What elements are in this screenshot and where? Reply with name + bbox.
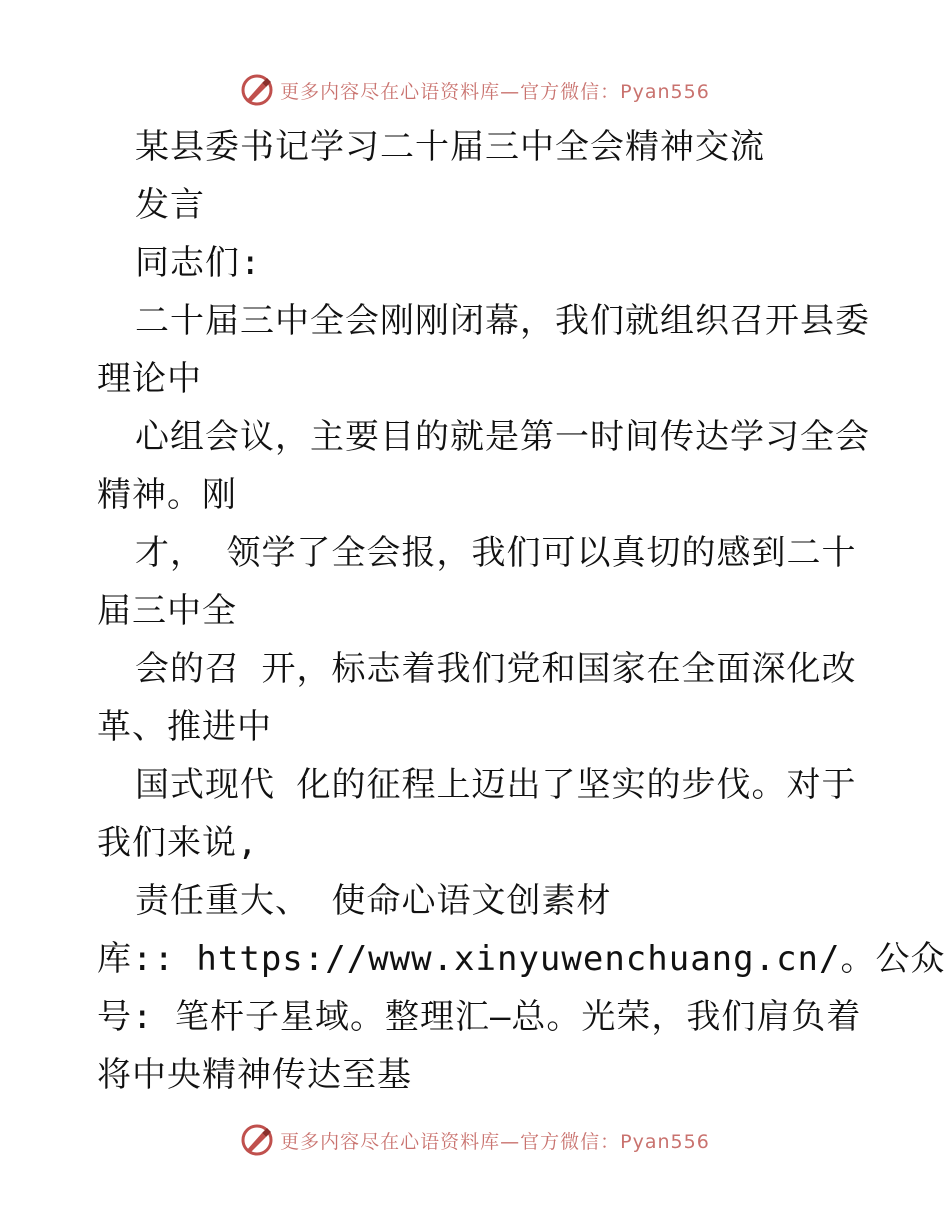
watermark-text: 更多内容尽在心语资料库—官方微信：Pyan556 [280, 80, 710, 103]
document-line: 才， 领学了全会报，我们可以真切的感到二十 [135, 533, 857, 573]
document-line: 届三中全 [97, 591, 237, 631]
document-line: 二十届三中全会刚刚闭幕，我们就组织召开县委 [135, 301, 870, 341]
document-line: 库:: https://www.xinyuwenchuang.cn/。公众 [97, 939, 946, 979]
document-line: 发言 [135, 185, 205, 225]
document-line: 心组会议，主要目的就是第一时间传达学习全会 [135, 417, 870, 457]
document-body [97, 118, 946, 1104]
document-line: 国式现代 化的征程上迈出了坚实的步伐。对于 [135, 765, 857, 805]
watermark-text: 更多内容尽在心语资料库—官方微信：Pyan556 [280, 1130, 710, 1153]
document-line: 某县委书记学习二十届三中全会精神交流 [135, 127, 765, 167]
document-line: 精神。刚 [97, 475, 237, 515]
footer-watermark [0, 1120, 950, 1160]
document-line: 号: 笔杆子星域。整理汇—总。光荣，我们肩负着 [97, 997, 862, 1037]
document-line: 我们来说, [97, 823, 259, 863]
pen-logo-icon [240, 1123, 274, 1157]
document-line: 责任重大、 使命心语文创素材 [135, 881, 612, 921]
document-line: 将中央精神传达至基 [97, 1055, 412, 1095]
document-line: 革、推进中 [97, 707, 272, 747]
pen-logo-icon [240, 73, 274, 107]
document-line: 理论中 [97, 359, 202, 399]
document-line: 会的召 开，标志着我们党和国家在全面深化改 [135, 649, 857, 689]
document-line: 同志们: [135, 243, 262, 283]
header-watermark [0, 70, 950, 110]
